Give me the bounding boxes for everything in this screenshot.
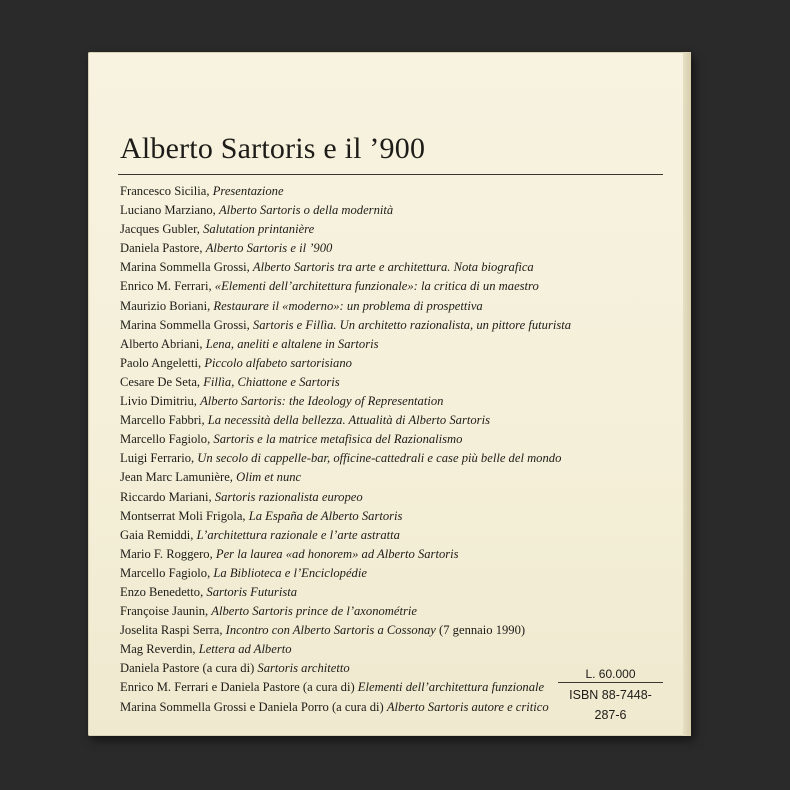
contents-entry: [120, 488, 571, 507]
contents-entry: [120, 182, 571, 201]
entry-title: Restaurare il «moderno»: un problema di prospettiva: [213, 298, 483, 313]
entry-author: Maurizio Boriani,: [120, 298, 214, 313]
entry-author: Gaia Remiddi,: [120, 527, 197, 542]
book-title: Alberto Sartoris e il ’900: [120, 132, 426, 165]
contents-entry: [120, 411, 571, 430]
contents-entry: [120, 545, 571, 564]
contents-entry: [120, 316, 571, 335]
entry-title: Sartoris architetto: [257, 661, 350, 676]
entry-title: «Elementi dell’architettura funzionale»: la critica di un maestro: [214, 279, 539, 294]
contents-entry: [120, 507, 571, 526]
entry-author: Marcello Fagiolo,: [120, 565, 214, 580]
entry-author: Montserrat Moli Frigola,: [120, 508, 249, 523]
contents-entry: [120, 583, 571, 602]
contents-entry: [120, 449, 571, 468]
entry-author: Francesco Sicilia,: [120, 184, 213, 198]
entry-author: Marina Sommella Grossi e Daniela Porro (a cura di): [120, 699, 387, 714]
contents-entry: [120, 201, 571, 220]
entry-title: Alberto Sartoris e il ’900: [205, 241, 333, 256]
entry-title: La España de Alberto Sartoris: [248, 508, 403, 523]
entry-author: Enrico M. Ferrari e Daniela Pastore (a cura di): [120, 680, 358, 695]
entry-title: Olim et nunc: [236, 470, 302, 485]
entry-title: Lena, aneliti e altalene in Sartoris: [205, 336, 379, 351]
entry-author: Daniela Pastore,: [120, 241, 206, 256]
entry-author: Françoise Jaunin,: [120, 604, 212, 619]
entry-title: Sartoris Futurista: [206, 584, 298, 599]
entry-title: Sartoris e la matrice metafisica del Razionalismo: [213, 432, 463, 447]
entry-author: Mario F. Roggero,: [120, 546, 216, 561]
entry-title: Lettera ad Alberto: [198, 642, 292, 657]
entry-title: L’architettura razionale e l’arte astratta: [196, 527, 400, 542]
entry-title: Piccolo alfabeto sartorisiano: [204, 355, 352, 370]
entry-date: (7 gennaio 1990): [435, 623, 526, 638]
entry-title: Alberto Sartoris o della modernità: [218, 203, 394, 218]
entry-author: Paolo Angeletti,: [120, 355, 205, 370]
contents-entry: [120, 659, 571, 678]
book-edge: [683, 52, 691, 736]
contents-entry: [120, 335, 571, 354]
price-label: L. 60.000: [558, 667, 663, 683]
entry-title: Un secolo di cappelle-bar, officine-cattedrali e case più belle del mondo: [197, 451, 562, 466]
entry-author: Enrico M. Ferrari,: [120, 279, 215, 294]
contents-list: [120, 182, 571, 717]
entry-author: Riccardo Mariani,: [120, 489, 215, 504]
contents-entry: [120, 698, 571, 717]
entry-author: Marina Sommella Grossi,: [120, 260, 253, 275]
entry-title: Salutation printanière: [203, 222, 315, 237]
entry-author: Luciano Marziano,: [120, 203, 219, 218]
isbn-label: ISBN 88-7448-287-6: [569, 688, 652, 722]
contents-entry: [120, 640, 571, 659]
entry-title: Presentazione: [212, 184, 284, 198]
title-rule: [118, 174, 663, 175]
entry-title: Alberto Sartoris autore e critico: [386, 699, 549, 714]
contents-entry: [120, 277, 571, 296]
contents-entry: [120, 354, 571, 373]
entry-title: La Biblioteca e l’Enciclopédie: [213, 565, 367, 580]
entry-author: Luigi Ferrario,: [120, 451, 198, 466]
contents-entry: [120, 220, 571, 239]
entry-author: Cesare De Seta,: [120, 374, 204, 389]
contents-entry: [120, 258, 571, 277]
contents-entry: [120, 602, 571, 621]
entry-author: Daniela Pastore (a cura di): [120, 661, 258, 676]
entry-author: Livio Dimitriu,: [120, 394, 201, 409]
entry-author: Marcello Fagiolo,: [120, 432, 214, 447]
contents-entry: [120, 392, 571, 411]
entry-author: Jean Marc Lamunière,: [120, 470, 237, 485]
entry-author: Joselita Raspi Serra,: [120, 623, 226, 638]
book-cover: [88, 52, 691, 736]
entry-title: Elementi dell’architettura funzionale: [357, 680, 545, 695]
entry-title: La necessità della bellezza. Attualità di Alberto Sartoris: [207, 413, 490, 428]
contents-entry: [120, 297, 571, 316]
entry-author: Enzo Benedetto,: [120, 584, 207, 599]
entry-title: Incontro con Alberto Sartoris a Cossonay: [225, 623, 436, 638]
contents-entry: [120, 621, 571, 640]
contents-entry: [120, 678, 571, 697]
entry-title: Alberto Sartoris: the Ideology of Representation: [200, 394, 444, 409]
contents-entry: [120, 430, 571, 449]
entry-title: Sartoris e Fillìa. Un architetto razionalista, un pittore futurista: [252, 317, 572, 332]
entry-author: Jacques Gubler,: [120, 222, 204, 237]
entry-title: Per la laurea «ad honorem» ad Alberto Sartoris: [215, 546, 459, 561]
contents-entry: [120, 239, 571, 258]
contents-entry: [120, 373, 571, 392]
entry-author: Mag Reverdin,: [120, 642, 199, 657]
entry-author: Alberto Abriani,: [120, 336, 206, 351]
entry-author: Marina Sommella Grossi,: [120, 317, 253, 332]
entry-title: Alberto Sartoris prince de l’axonométrie: [211, 604, 417, 619]
contents-entry: [120, 468, 571, 487]
entry-title: Alberto Sartoris tra arte e architettura. Nota biografica: [252, 260, 534, 275]
entry-title: Sartoris razionalista europeo: [214, 489, 363, 504]
entry-title: Fillìa, Chiattone e Sartoris: [203, 374, 340, 389]
contents-entry: [120, 526, 571, 545]
contents-entry: [120, 564, 571, 583]
entry-author: Marcello Fabbri,: [120, 413, 208, 428]
